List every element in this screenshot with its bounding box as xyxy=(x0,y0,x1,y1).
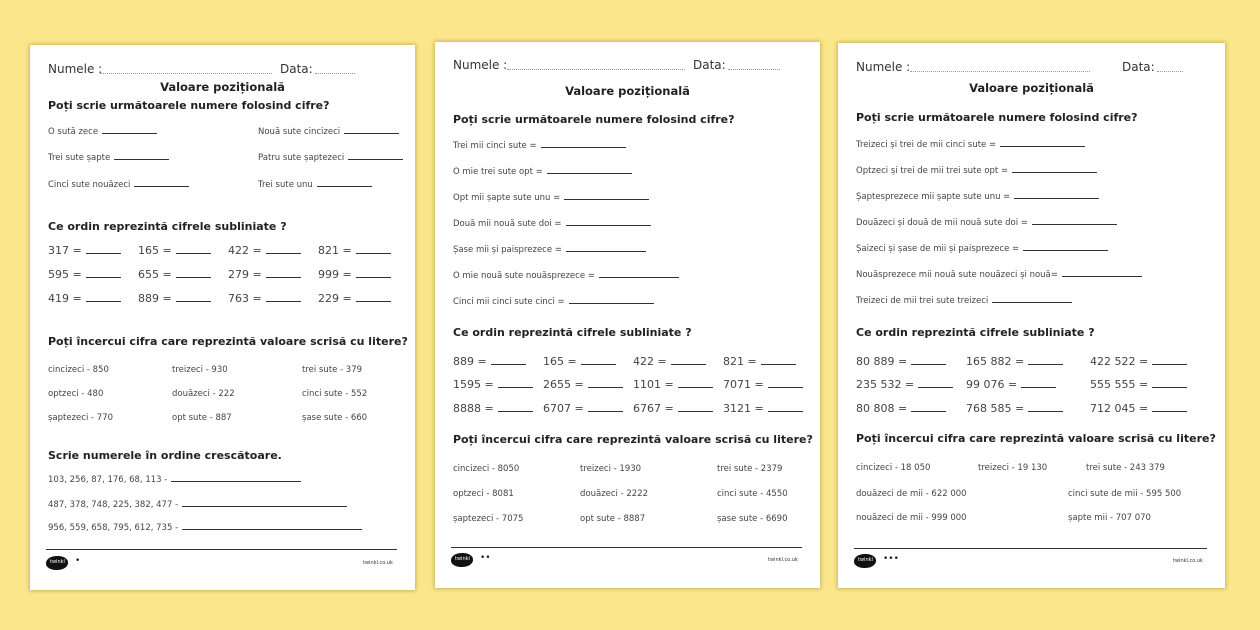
exercise-text: 235 532 = xyxy=(856,378,915,391)
exercise-item xyxy=(48,178,189,190)
exercise-item xyxy=(258,151,403,163)
section-heading: Scrie numerele în ordine crescătoare. xyxy=(48,449,282,462)
answer-blank[interactable] xyxy=(541,139,626,148)
exercise-text: treizeci - 930 xyxy=(172,365,228,375)
answer-blank[interactable] xyxy=(266,245,301,254)
exercise-text: 889 = xyxy=(453,355,487,368)
exercise-text: 655 = xyxy=(138,268,172,281)
exercise-item xyxy=(48,292,121,305)
answer-blank[interactable] xyxy=(918,379,953,388)
exercise-item xyxy=(856,242,1108,254)
exercise-item xyxy=(228,268,301,281)
exercise-item xyxy=(172,389,235,399)
exercise-text: 80 889 = xyxy=(856,355,908,368)
section-heading: Poți încercui cifra care reprezintă valoare scrisă cu litere? xyxy=(453,433,813,446)
answer-blank[interactable] xyxy=(566,243,646,252)
answer-blank[interactable] xyxy=(569,295,654,304)
answer-blank[interactable] xyxy=(581,356,616,365)
answer-blank[interactable] xyxy=(1152,403,1187,412)
answer-blank[interactable] xyxy=(911,403,946,412)
exercise-text: 6767 = xyxy=(633,402,674,415)
exercise-item xyxy=(966,402,1063,415)
exercise-item xyxy=(978,463,1047,473)
exercise-item xyxy=(48,521,362,533)
exercise-text: 3121 = xyxy=(723,402,764,415)
exercise-text: 422 = xyxy=(228,244,262,257)
exercise-item xyxy=(48,244,121,257)
exercise-text: Opt mii șapte sute unu = xyxy=(453,193,561,203)
exercise-text: Șaizeci și șase de mii și paisprezece = xyxy=(856,244,1020,254)
exercise-item xyxy=(453,191,649,203)
exercise-item xyxy=(48,389,103,399)
exercise-text: treizeci - 19 130 xyxy=(978,463,1048,473)
exercise-text: 595 = xyxy=(48,268,82,281)
answer-blank[interactable] xyxy=(171,473,301,482)
exercise-item xyxy=(856,463,930,473)
section-heading: Poți scrie următoarele numere folosind cifre? xyxy=(453,113,735,126)
exercise-text: cincizeci - 18 050 xyxy=(856,463,931,473)
exercise-item xyxy=(1090,378,1187,391)
exercise-text: 279 = xyxy=(228,268,262,281)
answer-blank[interactable] xyxy=(671,356,706,365)
exercise-text: 419 = xyxy=(48,292,82,305)
answer-blank[interactable] xyxy=(1062,268,1142,277)
exercise-item xyxy=(453,269,679,281)
exercise-text: șase sute - 660 xyxy=(302,413,368,423)
logo-text: twinkl xyxy=(455,556,470,562)
exercise-item xyxy=(856,164,1097,176)
footer-divider xyxy=(854,548,1207,549)
exercise-text: cinci sute - 552 xyxy=(302,389,368,399)
answer-blank[interactable] xyxy=(356,269,391,278)
worksheet-page xyxy=(30,45,415,590)
answer-blank[interactable] xyxy=(768,403,803,412)
answer-blank[interactable] xyxy=(114,151,169,160)
exercise-item xyxy=(453,402,533,415)
page-marker: •• xyxy=(480,553,491,563)
exercise-item xyxy=(318,268,391,281)
answer-blank[interactable] xyxy=(588,379,623,388)
exercise-item xyxy=(48,473,301,485)
exercise-text: 8888 = xyxy=(453,402,494,415)
exercise-item xyxy=(302,365,362,375)
exercise-item xyxy=(543,378,623,391)
answer-blank[interactable] xyxy=(599,269,679,278)
exercise-text: 80 808 = xyxy=(856,402,908,415)
exercise-text: trei sute - 2379 xyxy=(717,464,783,474)
answer-blank[interactable] xyxy=(176,245,211,254)
section-heading: Ce ordin reprezintă cifrele subliniate ? xyxy=(453,326,692,339)
exercise-text: 7071 = xyxy=(723,378,764,391)
name-label: Numele : xyxy=(453,58,508,72)
exercise-text: cincizeci - 8050 xyxy=(453,464,520,474)
exercise-text: Treizeci de mii trei sute treizeci xyxy=(856,296,989,306)
exercise-text: Șase mii și paisprezece = xyxy=(453,245,562,255)
twinkl-logo xyxy=(451,553,473,567)
answer-blank[interactable] xyxy=(1152,356,1187,365)
twinkl-logo xyxy=(46,556,68,570)
exercise-item xyxy=(453,217,651,229)
exercise-item xyxy=(856,355,946,368)
exercise-item xyxy=(453,378,533,391)
exercise-text: nouăzeci de mii - 999 000 xyxy=(856,513,967,523)
exercise-item xyxy=(580,489,648,499)
answer-blank[interactable] xyxy=(176,293,211,302)
name-label: Numele : xyxy=(856,60,911,74)
exercise-text: 165 = xyxy=(138,244,172,257)
exercise-item xyxy=(633,378,713,391)
answer-blank[interactable] xyxy=(356,293,391,302)
exercise-item xyxy=(966,378,1056,391)
exercise-text: O mie nouă sute nouăsprezece = xyxy=(453,271,595,281)
exercise-text: opt sute - 8887 xyxy=(580,514,646,524)
exercise-text: 2655 = xyxy=(543,378,584,391)
exercise-item xyxy=(633,355,706,368)
answer-blank[interactable] xyxy=(498,379,533,388)
exercise-item xyxy=(318,292,391,305)
exercise-text: șase sute - 6690 xyxy=(717,514,788,524)
answer-blank[interactable] xyxy=(356,245,391,254)
exercise-item xyxy=(453,165,632,177)
answer-blank[interactable] xyxy=(266,269,301,278)
exercise-text: 555 555 = xyxy=(1090,378,1149,391)
exercise-item xyxy=(723,355,796,368)
exercise-item xyxy=(172,413,232,423)
exercise-text: cinci sute - 4550 xyxy=(717,489,788,499)
exercise-item xyxy=(723,378,803,391)
name-label: Numele : xyxy=(48,62,103,76)
exercise-item xyxy=(258,125,399,137)
exercise-item xyxy=(717,514,787,524)
exercise-text: șapte mii - 707 070 xyxy=(1068,513,1151,523)
date-label: Data: xyxy=(1122,60,1155,74)
exercise-text: Șaptesprezece mii șapte sute unu = xyxy=(856,192,1011,202)
answer-blank[interactable] xyxy=(176,269,211,278)
exercise-item xyxy=(580,514,645,524)
exercise-item xyxy=(138,268,211,281)
section-heading: Ce ordin reprezintă cifrele subliniate ? xyxy=(48,220,287,233)
answer-blank[interactable] xyxy=(102,125,157,134)
answer-blank[interactable] xyxy=(1000,138,1085,147)
exercise-item xyxy=(453,464,519,474)
answer-blank[interactable] xyxy=(1023,242,1108,251)
worksheet-page xyxy=(435,42,820,588)
answer-blank[interactable] xyxy=(678,403,713,412)
exercise-item xyxy=(717,464,782,474)
exercise-item xyxy=(856,489,967,499)
exercise-item xyxy=(1068,489,1181,499)
exercise-text: opt sute - 887 xyxy=(172,413,232,423)
exercise-item xyxy=(856,378,953,391)
exercise-item xyxy=(48,268,121,281)
exercise-text: Cinci mii cinci sute cinci = xyxy=(453,297,565,307)
exercise-item xyxy=(453,355,526,368)
exercise-item xyxy=(138,292,211,305)
exercise-item xyxy=(453,243,646,255)
section-heading: Poți încercui cifra care reprezintă valoare scrisă cu litere? xyxy=(48,335,408,348)
exercise-item xyxy=(580,464,641,474)
exercise-text: cinci sute de mii - 595 500 xyxy=(1068,489,1182,499)
exercise-item xyxy=(856,190,1099,202)
exercise-item xyxy=(856,402,946,415)
answer-blank[interactable] xyxy=(1028,403,1063,412)
exercise-text: 1101 = xyxy=(633,378,674,391)
exercise-item xyxy=(48,151,169,163)
answer-blank[interactable] xyxy=(317,178,372,187)
exercise-item xyxy=(543,402,623,415)
answer-blank[interactable] xyxy=(1021,379,1056,388)
exercise-item xyxy=(302,413,367,423)
page-marker: ••• xyxy=(883,554,899,564)
exercise-text: 999 = xyxy=(318,268,352,281)
section-heading: Poți încercui cifra care reprezintă valoare scrisă cu litere? xyxy=(856,432,1216,445)
exercise-text: Patru sute șaptezeci xyxy=(258,153,345,163)
exercise-text: 103, 256, 87, 176, 68, 113 - xyxy=(48,475,168,485)
date-label: Data: xyxy=(280,62,313,76)
exercise-text: 229 = xyxy=(318,292,352,305)
exercise-item xyxy=(543,355,616,368)
exercise-text: optzeci - 8081 xyxy=(453,489,514,499)
answer-blank[interactable] xyxy=(134,178,189,187)
exercise-item xyxy=(172,365,228,375)
exercise-item xyxy=(228,244,301,257)
exercise-text: 889 = xyxy=(138,292,172,305)
exercise-text: Trei sute șapte xyxy=(48,153,111,163)
exercise-text: 99 076 = xyxy=(966,378,1018,391)
exercise-item xyxy=(48,125,157,137)
exercise-text: trei sute - 243 379 xyxy=(1086,463,1165,473)
exercise-text: douăzeci - 222 xyxy=(172,389,235,399)
exercise-item xyxy=(258,178,372,190)
exercise-item xyxy=(1086,463,1165,473)
worksheet-title: Valoare pozițională xyxy=(565,84,690,98)
exercise-item xyxy=(633,402,713,415)
exercise-text: șaptezeci - 7075 xyxy=(453,514,524,524)
exercise-text: 768 585 = xyxy=(966,402,1025,415)
name-field[interactable] xyxy=(910,61,1090,72)
exercise-text: Cinci sute nouăzeci xyxy=(48,180,131,190)
site-label: twinkl.co.uk xyxy=(1173,558,1203,564)
exercise-text: trei sute - 379 xyxy=(302,365,363,375)
answer-blank[interactable] xyxy=(588,403,623,412)
exercise-item xyxy=(856,513,967,523)
answer-blank[interactable] xyxy=(768,379,803,388)
answer-blank[interactable] xyxy=(1014,190,1099,199)
exercise-item xyxy=(48,365,109,375)
answer-blank[interactable] xyxy=(86,293,121,302)
answer-blank[interactable] xyxy=(911,356,946,365)
answer-blank[interactable] xyxy=(1032,216,1117,225)
exercise-item xyxy=(453,295,654,307)
twinkl-logo xyxy=(854,554,876,568)
exercise-item xyxy=(717,489,788,499)
exercise-text: Treizeci și trei de mii cinci sute = xyxy=(856,140,997,150)
name-field[interactable] xyxy=(100,63,272,74)
answer-blank[interactable] xyxy=(266,293,301,302)
exercise-item xyxy=(228,292,301,305)
answer-blank[interactable] xyxy=(348,151,403,160)
exercise-text: 763 = xyxy=(228,292,262,305)
answer-blank[interactable] xyxy=(1012,164,1097,173)
exercise-item xyxy=(723,402,803,415)
exercise-text: 422 522 = xyxy=(1090,355,1149,368)
page-marker: • xyxy=(75,556,81,566)
exercise-text: O sută zece xyxy=(48,127,99,137)
date-field[interactable] xyxy=(1157,61,1183,72)
exercise-text: 487, 378, 748, 225, 382, 477 - xyxy=(48,500,179,510)
answer-blank[interactable] xyxy=(992,294,1072,303)
answer-blank[interactable] xyxy=(564,191,649,200)
exercise-item xyxy=(48,413,113,423)
site-label: twinkl.co.uk xyxy=(768,557,798,563)
exercise-item xyxy=(856,268,1142,280)
exercise-text: Trei sute unu xyxy=(258,180,313,190)
section-heading: Poți scrie următoarele numere folosind cifre? xyxy=(48,99,330,112)
exercise-item xyxy=(1090,355,1187,368)
answer-blank[interactable] xyxy=(344,125,399,134)
worksheet-page xyxy=(838,43,1225,588)
answer-blank[interactable] xyxy=(498,403,533,412)
logo-text: twinkl xyxy=(50,559,65,565)
exercise-text: O mie trei sute opt = xyxy=(453,167,543,177)
exercise-text: 422 = xyxy=(633,355,667,368)
exercise-item xyxy=(302,389,367,399)
exercise-text: 165 = xyxy=(543,355,577,368)
answer-blank[interactable] xyxy=(678,379,713,388)
answer-blank[interactable] xyxy=(491,356,526,365)
exercise-text: Nouăsprezece mii nouă sute nouăzeci și nouă= xyxy=(856,270,1058,280)
exercise-text: Două mii nouă sute doi = xyxy=(453,219,562,229)
exercise-item xyxy=(1090,402,1187,415)
date-label: Data: xyxy=(693,58,726,72)
footer-divider xyxy=(451,547,802,548)
date-field[interactable] xyxy=(728,59,780,70)
worksheet-title: Valoare pozițională xyxy=(160,80,285,94)
exercise-item xyxy=(138,244,211,257)
exercise-item xyxy=(966,355,1063,368)
exercise-item xyxy=(856,138,1085,150)
footer-divider xyxy=(46,549,397,550)
date-field[interactable] xyxy=(315,63,355,74)
exercise-item xyxy=(453,489,514,499)
exercise-text: 165 882 = xyxy=(966,355,1025,368)
exercise-item xyxy=(1068,513,1151,523)
name-field[interactable] xyxy=(507,59,685,70)
answer-blank[interactable] xyxy=(566,217,651,226)
exercise-item xyxy=(453,514,523,524)
site-label: twinkl.co.uk xyxy=(363,560,393,566)
section-heading: Poți scrie următoarele numere folosind cifre? xyxy=(856,111,1138,124)
exercise-item xyxy=(48,498,347,510)
answer-blank[interactable] xyxy=(182,498,347,507)
exercise-text: douăzeci - 2222 xyxy=(580,489,649,499)
exercise-text: Douăzeci și două de mii nouă sute doi = xyxy=(856,218,1028,228)
exercise-text: 317 = xyxy=(48,244,82,257)
answer-blank[interactable] xyxy=(86,245,121,254)
exercise-text: optzeci - 480 xyxy=(48,389,104,399)
exercise-text: 821 = xyxy=(318,244,352,257)
answer-blank[interactable] xyxy=(1028,356,1063,365)
answer-blank[interactable] xyxy=(1152,379,1187,388)
exercise-text: Trei mii cinci sute = xyxy=(453,141,537,151)
exercise-text: șaptezeci - 770 xyxy=(48,413,114,423)
exercise-text: cincizeci - 850 xyxy=(48,365,109,375)
exercise-item xyxy=(856,294,1072,306)
answer-blank[interactable] xyxy=(86,269,121,278)
answer-blank[interactable] xyxy=(761,356,796,365)
exercise-text: Optzeci și trei de mii trei sute opt = xyxy=(856,166,1009,176)
section-heading: Ce ordin reprezintă cifrele subliniate ? xyxy=(856,326,1095,339)
exercise-item xyxy=(318,244,391,257)
logo-text: twinkl xyxy=(858,557,873,563)
exercise-text: Nouă sute cincizeci xyxy=(258,127,341,137)
exercise-text: 956, 559, 658, 795, 612, 735 - xyxy=(48,523,179,533)
answer-blank[interactable] xyxy=(182,521,362,530)
exercise-text: 821 = xyxy=(723,355,757,368)
exercise-text: 6707 = xyxy=(543,402,584,415)
exercise-item xyxy=(453,139,626,151)
exercise-item xyxy=(856,216,1117,228)
worksheet-title: Valoare pozițională xyxy=(969,81,1094,95)
exercise-text: douăzeci de mii - 622 000 xyxy=(856,489,967,499)
exercise-text: treizeci - 1930 xyxy=(580,464,642,474)
answer-blank[interactable] xyxy=(547,165,632,174)
exercise-text: 712 045 = xyxy=(1090,402,1149,415)
exercise-text: 1595 = xyxy=(453,378,494,391)
